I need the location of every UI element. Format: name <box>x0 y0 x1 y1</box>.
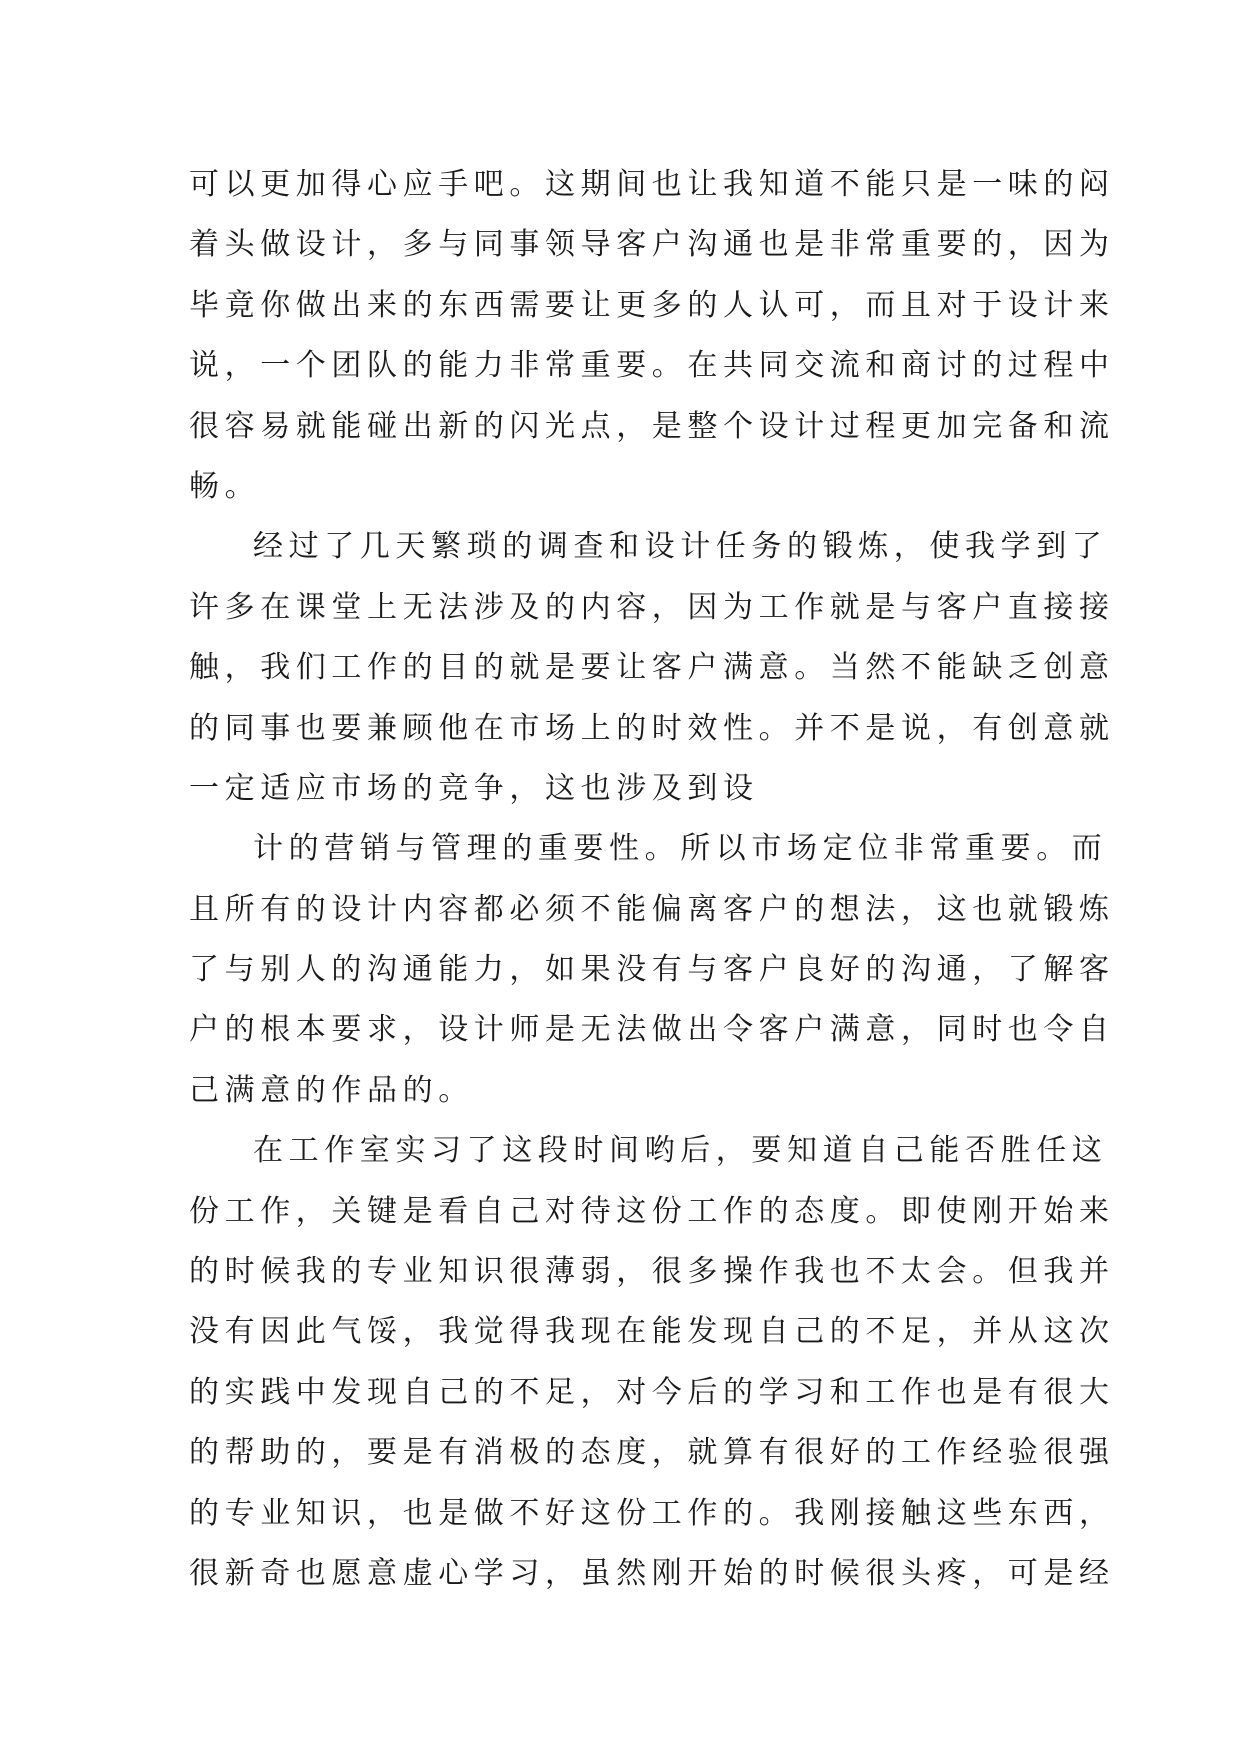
text-line: 很容易就能碰出新的闪光点，是整个设计过程更加完备和流 <box>189 408 1115 444</box>
paragraph-first-line: 经过了几天繁琐的调查和设计任务的锻炼，使我学到了 <box>253 529 1108 565</box>
text-line: 的帮助的，要是有消极的态度，就算有很好的工作经验很强 <box>189 1435 1115 1471</box>
text-line: 的时候我的专业知识很薄弱，很多操作我也不太会。但我并 <box>189 1254 1115 1290</box>
text-line: 许多在课堂上无法涉及的内容，因为工作就是与客户直接接 <box>189 589 1115 625</box>
text-line: 一定适应市场的竞争，这也涉及到设 <box>189 770 759 806</box>
text-line: 的实践中发现自己的不足，对今后的学习和工作也是有很大 <box>189 1374 1115 1410</box>
text-line: 说，一个团队的能力非常重要。在共同交流和商讨的过程中 <box>189 348 1115 384</box>
text-line: 且所有的设计内容都必须不能偏离客户的想法，这也就锻炼 <box>189 891 1115 927</box>
text-line: 触，我们工作的目的就是要让客户满意。当然不能缺乏创意 <box>189 650 1115 686</box>
text-line: 的专业知识，也是做不好这份工作的。我刚接触这些东西， <box>189 1495 1115 1531</box>
text-line: 毕竟你做出来的东西需要让更多的人认可，而且对于设计来 <box>189 287 1115 323</box>
paragraph-first-line: 计的营销与管理的重要性。所以市场定位非常重要。而 <box>253 831 1108 867</box>
text-line: 己满意的作品的。 <box>189 1072 474 1108</box>
text-line: 的同事也要兼顾他在市场上的时效性。并不是说，有创意就 <box>189 710 1115 746</box>
text-line: 户的根本要求，设计师是无法做出令客户满意，同时也令自 <box>189 1012 1115 1048</box>
text-line: 着头做设计，多与同事领导客户沟通也是非常重要的，因为 <box>189 227 1115 263</box>
text-line: 可以更加得心应手吧。这期间也让我知道不能只是一味的闷 <box>189 167 1115 202</box>
text-line: 份工作，关键是看自己对待这份工作的态度。即使刚开始来 <box>189 1193 1115 1229</box>
text-line: 很新奇也愿意虚心学习，虽然刚开始的时候很头疼，可是经 <box>189 1555 1115 1591</box>
paragraph-first-line: 在工作室实习了这段时间哟后，要知道自己能否胜任这 <box>253 1133 1108 1169</box>
text-line: 了与别人的沟通能力，如果没有与客户良好的沟通，了解客 <box>189 952 1115 988</box>
text-line: 畅。 <box>189 468 261 504</box>
text-line: 没有因此气馁，我觉得我现在能发现自己的不足，并从这次 <box>189 1314 1115 1350</box>
body-text <box>189 155 1115 1604</box>
